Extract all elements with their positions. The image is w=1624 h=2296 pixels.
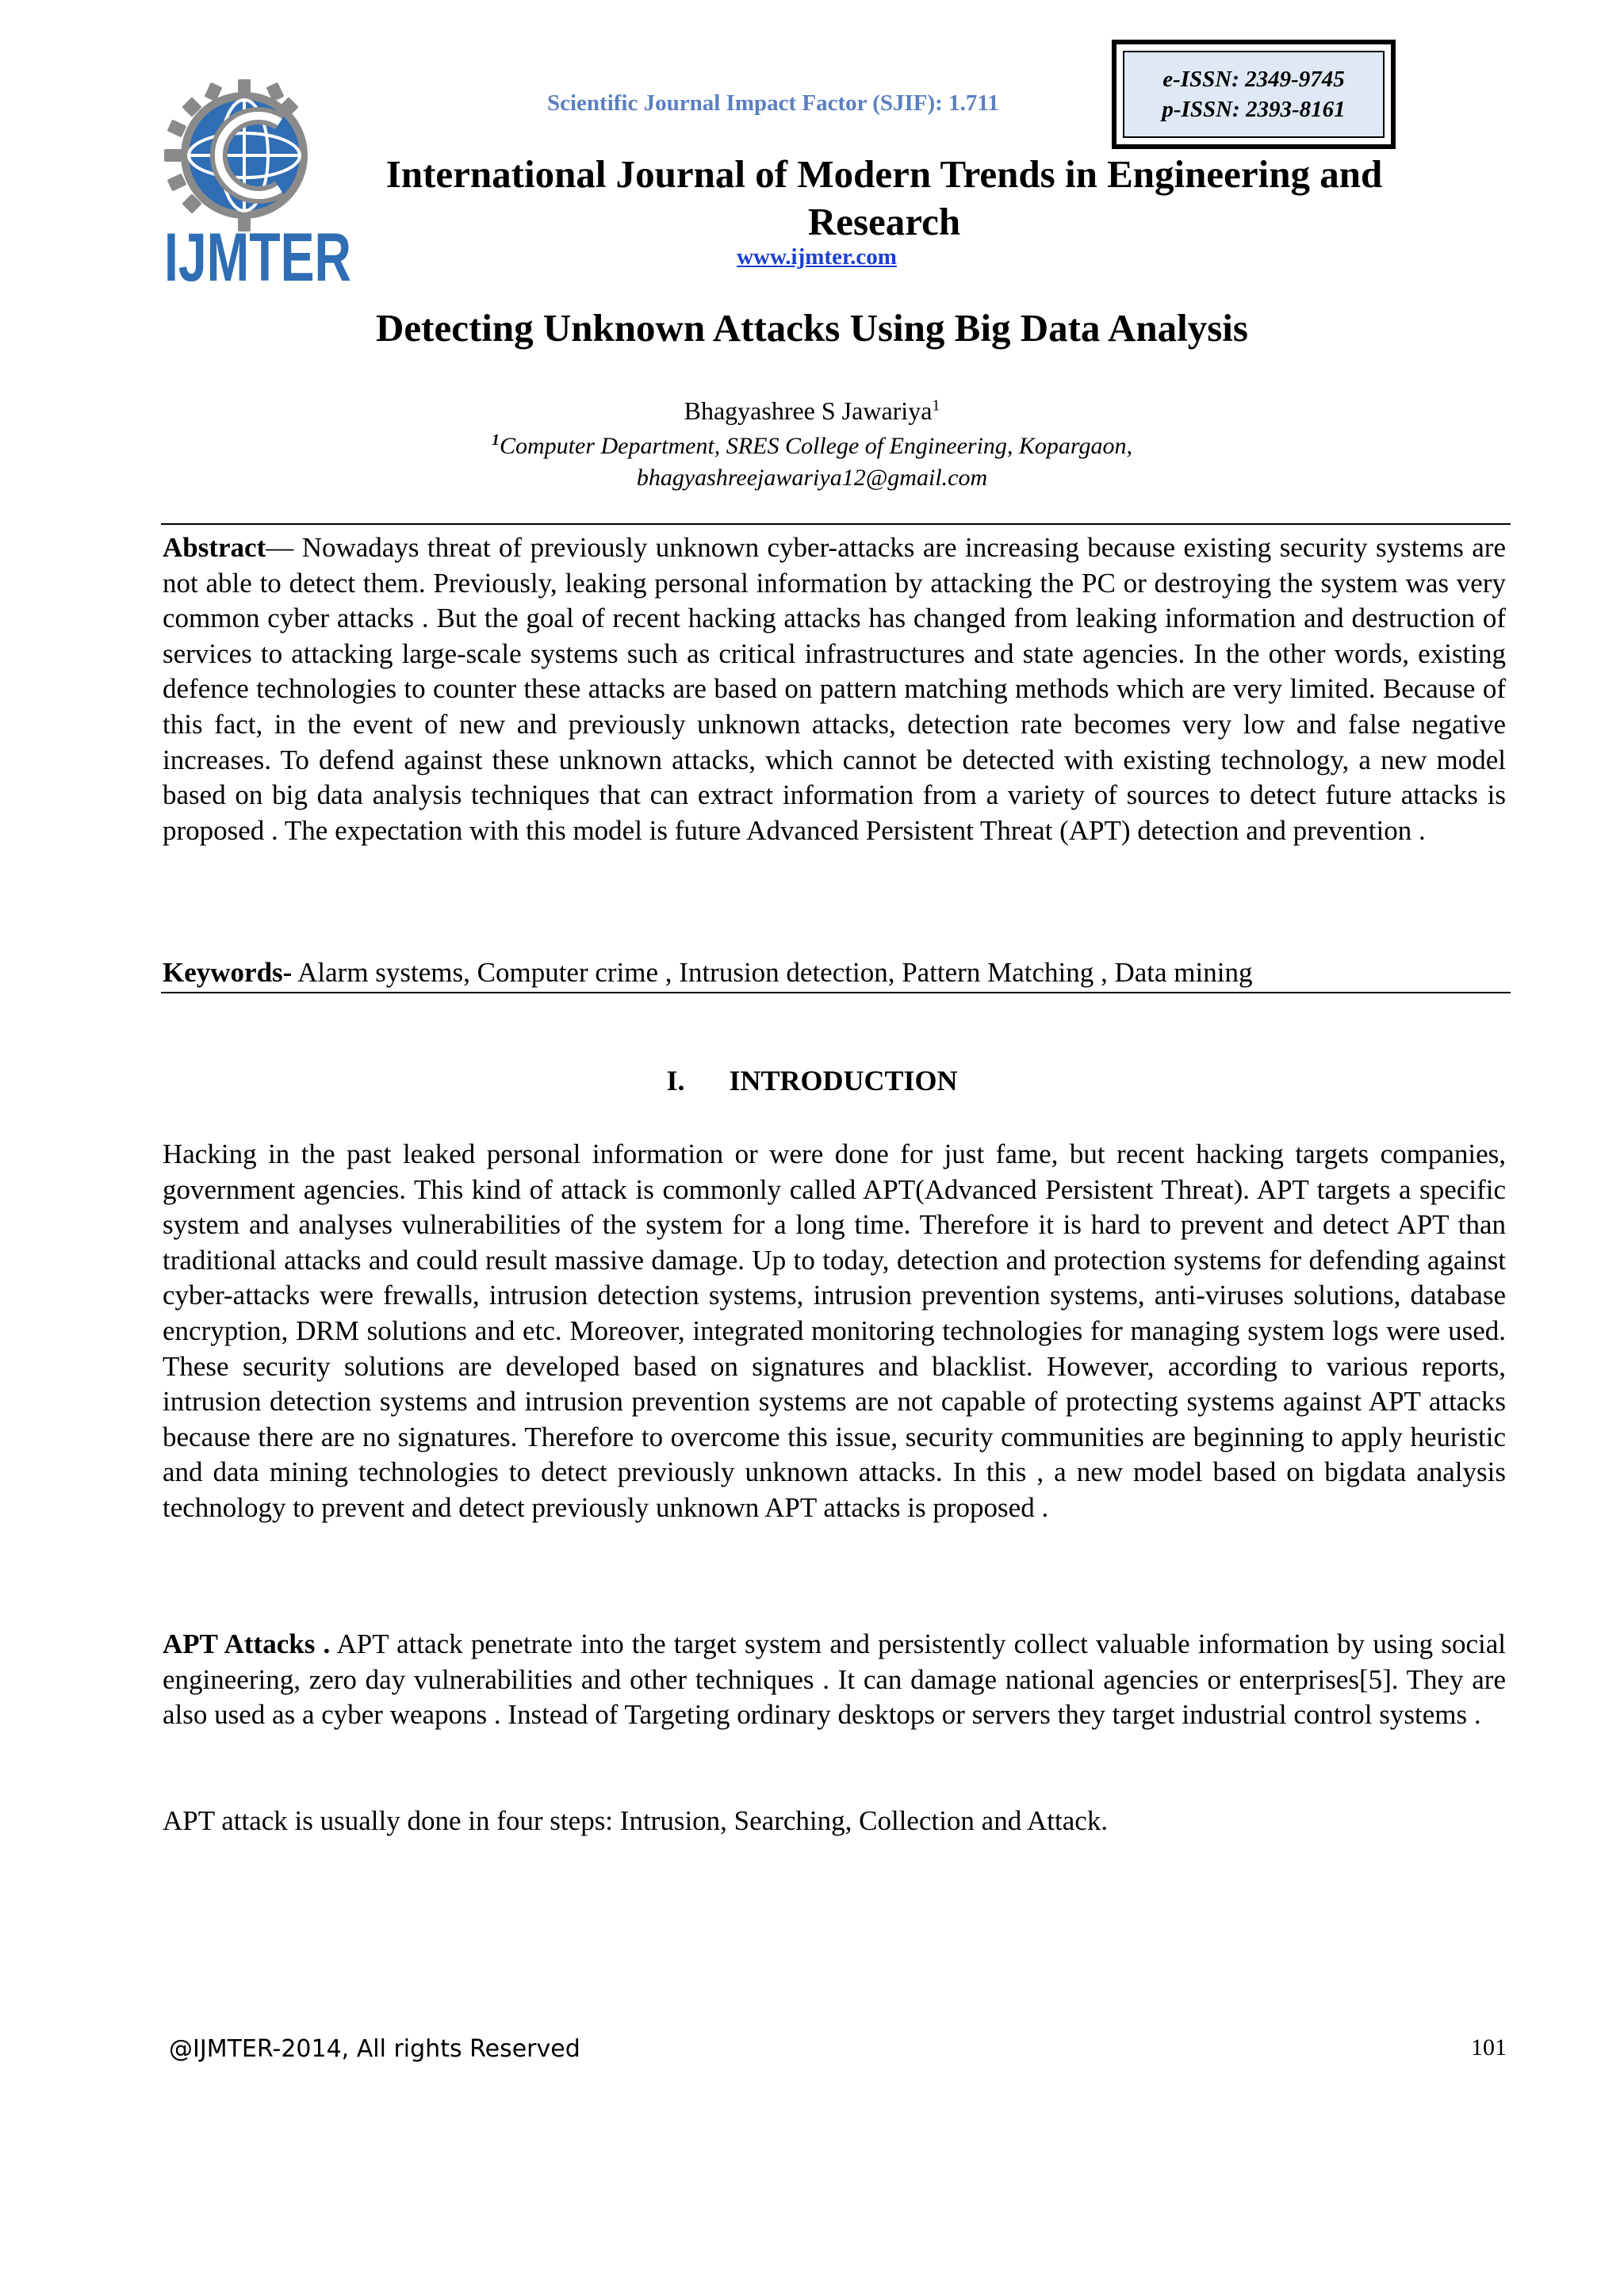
keywords bbox=[163, 955, 1506, 991]
abstract bbox=[163, 530, 1506, 848]
abstract-top-rule bbox=[161, 523, 1511, 525]
pissn: p-ISSN: 2393-8161 bbox=[1162, 97, 1346, 122]
keywords-text: Alarm systems, Computer crime , Intrusion detection, Pattern Matching , Data mining bbox=[292, 957, 1253, 988]
section-number: I. bbox=[666, 1065, 685, 1096]
impact-factor: Scientific Journal Impact Factor (SJIF): 1.711 bbox=[547, 90, 999, 116]
keywords-bottom-rule bbox=[161, 992, 1511, 993]
author-line bbox=[0, 396, 1624, 426]
page-number: 101 bbox=[1471, 2034, 1507, 2061]
apt-steps-paragraph: APT attack is usually done in four steps: Intrusion, Searching, Collection and Attack. bbox=[163, 1805, 1109, 1836]
author-email: bhagyashreejawariya12@gmail.com bbox=[636, 465, 988, 491]
abstract-label: Abstract bbox=[163, 532, 266, 563]
section-heading-introduction bbox=[0, 1064, 1624, 1097]
journal-title: International Journal of Modern Trends in Engineering and Research bbox=[385, 152, 1383, 243]
affiliation bbox=[0, 431, 1624, 460]
author-name: Bhagyashree S Jawariya bbox=[684, 396, 933, 425]
gear-globe-icon bbox=[164, 79, 308, 232]
apt-attacks-paragraph bbox=[163, 1627, 1506, 1733]
affiliation-superscript: 1 bbox=[492, 431, 500, 449]
author-superscript: 1 bbox=[932, 396, 940, 415]
issn-box bbox=[1112, 40, 1396, 149]
abstract-text: — Nowadays threat of previously unknown cyber-attacks are increasing because existing security systems are not able to detect them. Previously, leaking personal information by attacking the PC or destroying the system was very common cyber attacks . But the goal of recent hacking attacks has changed from leaking information and destruction of services to attacking large-scale systems such as critical infrastructures and state agencies. In the other words, existing defence technologies to counter these attacks are based on pattern matching methods which are very limited. Because of this fact, in the event of new and previously unknown attacks, detection rate becomes very low and false negative increases. To defend against these unknown attacks, which cannot be detected with existing technology, a new model based on big data analysis techniques that can extract information from a variety of sources to detect future attacks is proposed . The expectation with this model is future Advanced Persistent Threat (APT) detection and prevention . bbox=[163, 532, 1506, 846]
footer-copyright: @IJMTER-2014, All rights Reserved bbox=[169, 2035, 580, 2063]
apt-attacks-label: APT Attacks . bbox=[163, 1628, 331, 1659]
paper-title: Detecting Unknown Attacks Using Big Data Analysis bbox=[376, 306, 1248, 350]
affiliation-text: Computer Department, SRES College of Engineering, Kopargaon, bbox=[500, 433, 1132, 459]
section-title: INTRODUCTION bbox=[729, 1065, 958, 1096]
logo-wordmark: IJMTER bbox=[164, 220, 351, 296]
apt-attacks-text: APT attack penetrate into the target system and persistently collect valuable information by using social engineering, zero day vulnerabilities and other techniques . It can damage national agencies or enterprises[5]. They are also used as a cyber weapons . Instead of Targeting ordinary desktops or servers they target industrial control systems . bbox=[163, 1628, 1506, 1731]
introduction-paragraph: Hacking in the past leaked personal information or were done for just fame, but recent hacking targets companies, government agencies. This kind of attack is commonly called APT(Advanced Persistent Threat). APT targets a specific system and analyses vulnerabilities of the system for a long time. Therefore it is hard to prevent and detect APT than traditional attacks and could result massive damage. Up to today, detection and protection systems for defending against cyber-attacks were frewalls, intrusion detection systems, intrusion prevention systems, anti-viruses solutions, database encryption, DRM solutions and etc. Moreover, integrated monitoring technologies for managing system logs were used. These security solutions are developed based on signatures and blacklist. However, according to various reports, intrusion detection systems and intrusion prevention systems are not capable of protecting systems against APT attacks because there are no signatures. Therefore to overcome this issue, security communities are beginning to apply heuristic and data mining technologies to detect previously unknown attacks. In this , a new model based on bigdata analysis technology to prevent and detect previously unknown APT attacks is proposed . bbox=[163, 1138, 1506, 1523]
keywords-label: Keywords- bbox=[163, 957, 293, 988]
journal-url-link[interactable]: www.ijmter.com bbox=[737, 244, 897, 270]
eissn: e-ISSN: 2349-9745 bbox=[1162, 67, 1345, 92]
